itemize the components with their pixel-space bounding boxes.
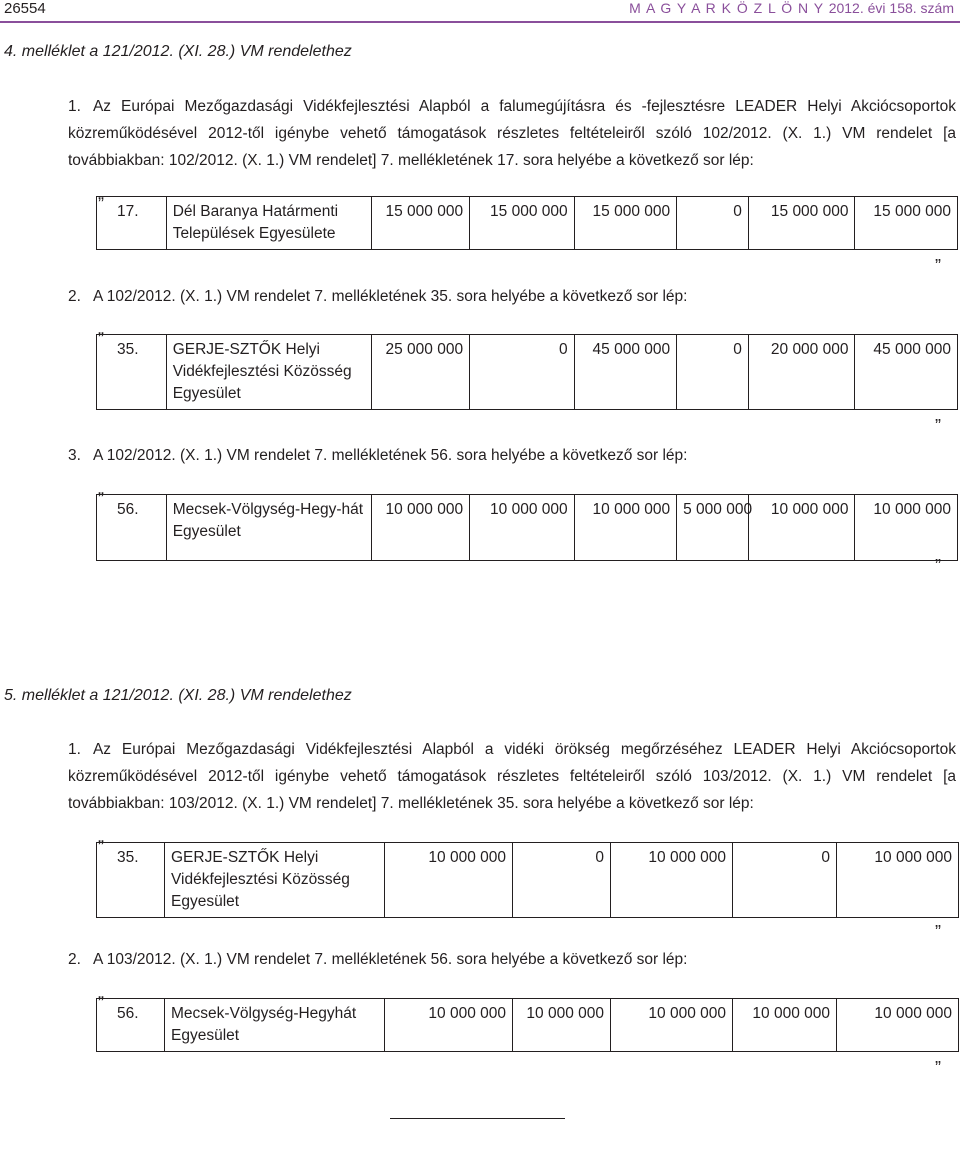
row-value: 5 000 000 xyxy=(677,495,749,561)
row-value: 20 000 000 xyxy=(748,335,855,410)
row-value: 45 000 000 xyxy=(855,335,958,410)
page-number: 26554 xyxy=(4,0,46,17)
row-value: 45 000 000 xyxy=(574,335,677,410)
annex-5-title: 5. melléklet a 121/2012. (XI. 28.) VM rendelethez xyxy=(4,687,352,704)
row-value: 15 000 000 xyxy=(574,197,677,250)
item-number: 1. xyxy=(68,98,81,115)
row-value: 10 000 000 xyxy=(837,843,959,918)
row-value: 10 000 000 xyxy=(748,495,855,561)
footer-rule xyxy=(390,1118,565,1119)
row-value: 10 000 000 xyxy=(470,495,575,561)
quote-close: ” xyxy=(935,416,941,436)
quote-open: „ xyxy=(98,478,104,498)
row-number: 56. xyxy=(97,999,165,1052)
item-text: Az Európai Mezőgazdasági Vidékfejlesztési Alapból a falumegújításra és -fejlesztésre LEADER Helyi Akciócsoportok közreműködésével 2012-től igénybe vehető támogatások részletes feltételeiről szóló 102/2012. (X. 1.) VM rendelet [a továbbiakban: 102/2012. (X. 1.) VM rendelet] 7. mellékletének 17. sora helyébe a következő sor lép: xyxy=(68,98,956,169)
row-value: 0 xyxy=(733,843,837,918)
item-text: A 102/2012. (X. 1.) VM rendelet 7. mellékletének 56. sora helyébe a következő sor lép: xyxy=(92,447,688,464)
row-value: 10 000 000 xyxy=(855,495,958,561)
row-value: 10 000 000 xyxy=(385,843,513,918)
item-text: A 102/2012. (X. 1.) VM rendelet 7. mellékletének 35. sora helyébe a következő sor lép: xyxy=(92,288,688,305)
row-value: 10 000 000 xyxy=(611,843,733,918)
table-row xyxy=(96,998,959,1052)
item-text: A 103/2012. (X. 1.) VM rendelet 7. mellékletének 56. sora helyébe a következő sor lép: xyxy=(92,951,688,968)
row-value: 10 000 000 xyxy=(733,999,837,1052)
quote-open: „ xyxy=(98,183,104,203)
row-value: 15 000 000 xyxy=(371,197,469,250)
journal-issue: 2012. évi 158. szám xyxy=(828,0,954,16)
item-number: 1. xyxy=(68,741,81,758)
row-value: 10 000 000 xyxy=(837,999,959,1052)
journal-name: M A G Y A R K Ö Z L Ö N Y xyxy=(629,0,824,16)
row-value: 10 000 000 xyxy=(371,495,469,561)
annex-4-item-1 xyxy=(68,93,956,174)
row-name: GERJE-SZTŐK Helyi Vidékfejlesztési Közösség Egyesület xyxy=(165,843,385,918)
row-number: 35. xyxy=(97,335,167,410)
table-row xyxy=(96,494,958,561)
table-row xyxy=(96,196,958,250)
row-value: 10 000 000 xyxy=(574,495,677,561)
item-number: 3. xyxy=(68,447,81,464)
row-value: 15 000 000 xyxy=(748,197,855,250)
row-value: 0 xyxy=(513,843,611,918)
row-value: 0 xyxy=(470,335,575,410)
journal-header xyxy=(629,0,954,16)
header-rule xyxy=(0,21,960,23)
quote-open: „ xyxy=(98,318,104,338)
annex-5-item-1 xyxy=(68,736,956,817)
row-number: 17. xyxy=(97,197,167,250)
annex-4-item-3 xyxy=(68,442,956,469)
quote-close: ” xyxy=(935,256,941,276)
table-row xyxy=(96,334,958,410)
row-value: 15 000 000 xyxy=(470,197,575,250)
row-value: 10 000 000 xyxy=(611,999,733,1052)
quote-close: ” xyxy=(935,556,941,576)
row-value: 10 000 000 xyxy=(513,999,611,1052)
row-value: 10 000 000 xyxy=(385,999,513,1052)
quote-open: „ xyxy=(98,826,104,846)
annex-5-item-2 xyxy=(68,946,956,973)
quote-close: ” xyxy=(935,922,941,942)
row-value: 25 000 000 xyxy=(371,335,469,410)
item-text: Az Európai Mezőgazdasági Vidékfejlesztési Alapból a vidéki örökség megőrzéséhez LEADER Helyi Akciócsoportok közreműködésével 2012-től igénybe vehető támogatások részletes feltételeiről szóló 103/2012. (X. 1.) VM rendelet [a továbbiakban: 103/2012. (X. 1.) VM rendelet] 7. mellékletének 35. sora helyébe a következő sor lép: xyxy=(68,741,956,812)
item-number: 2. xyxy=(68,951,81,968)
row-value: 0 xyxy=(677,197,749,250)
annex-4-title: 4. melléklet a 121/2012. (XI. 28.) VM rendelethez xyxy=(4,43,352,60)
row-value: 0 xyxy=(677,335,749,410)
row-number: 35. xyxy=(97,843,165,918)
item-number: 2. xyxy=(68,288,81,305)
row-name: GERJE-SZTŐK Helyi Vidékfejlesztési Közösség Egyesület xyxy=(166,335,371,410)
row-value: 15 000 000 xyxy=(855,197,958,250)
quote-close: ” xyxy=(935,1058,941,1078)
row-name: Dél Baranya Határmenti Települések Egyesülete xyxy=(166,197,371,250)
row-name: Mecsek-Völgység-Hegy-hát Egyesület xyxy=(166,495,371,561)
table-row xyxy=(96,842,959,918)
row-number: 56. xyxy=(97,495,167,561)
annex-4-item-2 xyxy=(68,283,956,310)
row-name: Mecsek-Völgység-Hegyhát Egyesület xyxy=(165,999,385,1052)
quote-open: „ xyxy=(98,982,104,1002)
